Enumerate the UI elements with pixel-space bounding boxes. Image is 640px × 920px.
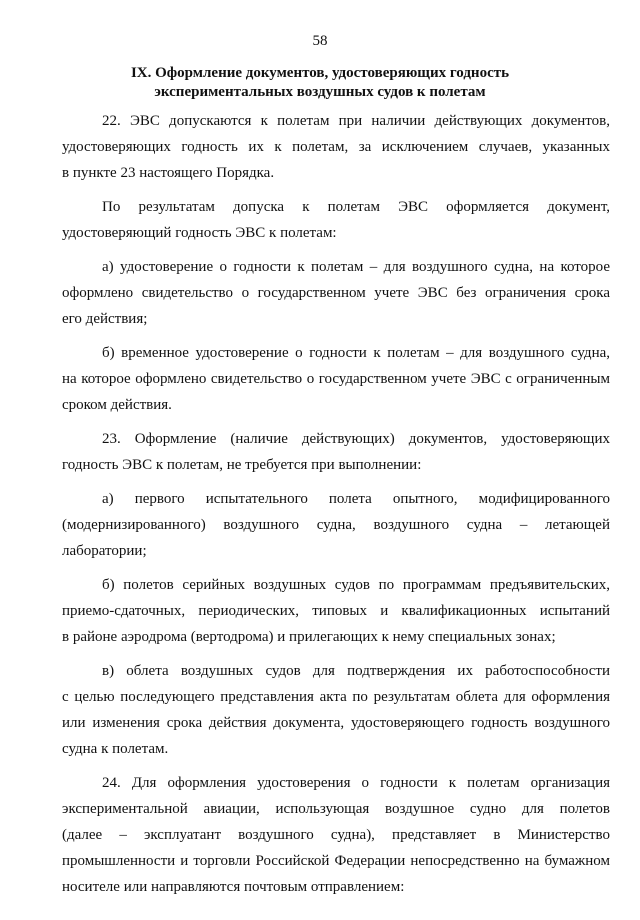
paragraph-22	[62, 108, 610, 186]
text-line: б) временное удостоверение о годности к полетам – для воздушного судна,	[102, 345, 610, 361]
text-line: удостоверяющих годность их к полетам, за исключением случаев, указанных	[62, 139, 610, 155]
text-line: а) первого испытательного полета опытного, модифицированного	[102, 491, 610, 507]
text-line: а) удостоверение о годности к полетам – для воздушного судна, на которое	[102, 259, 610, 275]
text-line: лаборатории;	[62, 543, 147, 559]
text-line: экспериментальной авиации, использующая воздушное судно для полетов	[62, 801, 610, 817]
text-line: приемо-сдаточных, периодических, типовых и квалификационных испытаний	[62, 603, 610, 619]
paragraph-23-c	[62, 658, 610, 762]
text-line: 22. ЭВС допускаются к полетам при наличии действующих документов,	[102, 113, 610, 129]
page-number: 58	[312, 33, 328, 49]
text-line: оформлено свидетельство о государственном учете ЭВС без ограничения срока	[62, 285, 610, 301]
section-heading-line: экспериментальных воздушных судов к полетам	[154, 84, 486, 100]
paragraph-23-b	[62, 572, 610, 650]
text-line: удостоверяющий годность ЭВС к полетам:	[62, 225, 337, 241]
text-line: 23. Оформление (наличие действующих) документов, удостоверяющих	[102, 431, 610, 447]
text-line: б) полетов серийных воздушных судов по программам предъявительских,	[102, 577, 610, 593]
text-line: годность ЭВС к полетам, не требуется при выполнении:	[62, 457, 422, 473]
paragraph-23	[62, 426, 610, 478]
paragraph-23-a	[62, 486, 610, 564]
document-body	[62, 108, 610, 908]
paragraph-22-b	[62, 340, 610, 418]
text-line: судна к полетам.	[62, 741, 169, 757]
paragraph-document-issued	[62, 194, 610, 246]
text-line: промышленности и торговли Российской Федерации непосредственно на бумажном	[62, 853, 610, 869]
text-line: его действия;	[62, 311, 148, 327]
text-line: или изменения срока действия документа, удостоверяющего годность воздушного	[62, 715, 610, 731]
text-line: (модернизированного) воздушного судна, воздушного судна – летающей	[62, 517, 610, 533]
text-line: с целью последующего представления акта по результатам облета для оформления	[62, 689, 610, 705]
paragraph-22-a	[62, 254, 610, 332]
text-line: 24. Для оформления удостоверения о годности к полетам организация	[102, 775, 610, 791]
text-line: (далее – эксплуатант воздушного судна), представляет в Министерство	[62, 827, 610, 843]
section-heading-line: IX. Оформление документов, удостоверяющих годность	[130, 65, 510, 81]
text-line: в пункте 23 настоящего Порядка.	[62, 165, 275, 181]
text-line: на которое оформлено свидетельство о государственном учете ЭВС с ограниченным	[62, 371, 610, 387]
text-line: По результатам допуска к полетам ЭВС оформляется документ,	[102, 199, 610, 215]
paragraph-24	[62, 770, 610, 900]
text-line: в районе аэродрома (вертодрома) и прилегающих к нему специальных зонах;	[62, 629, 556, 645]
text-line: носителе или направляются почтовым отправлением:	[62, 879, 405, 895]
text-line: сроком действия.	[62, 397, 172, 413]
section-heading	[70, 64, 570, 102]
text-line: в) облета воздушных судов для подтверждения их работоспособности	[102, 663, 610, 679]
